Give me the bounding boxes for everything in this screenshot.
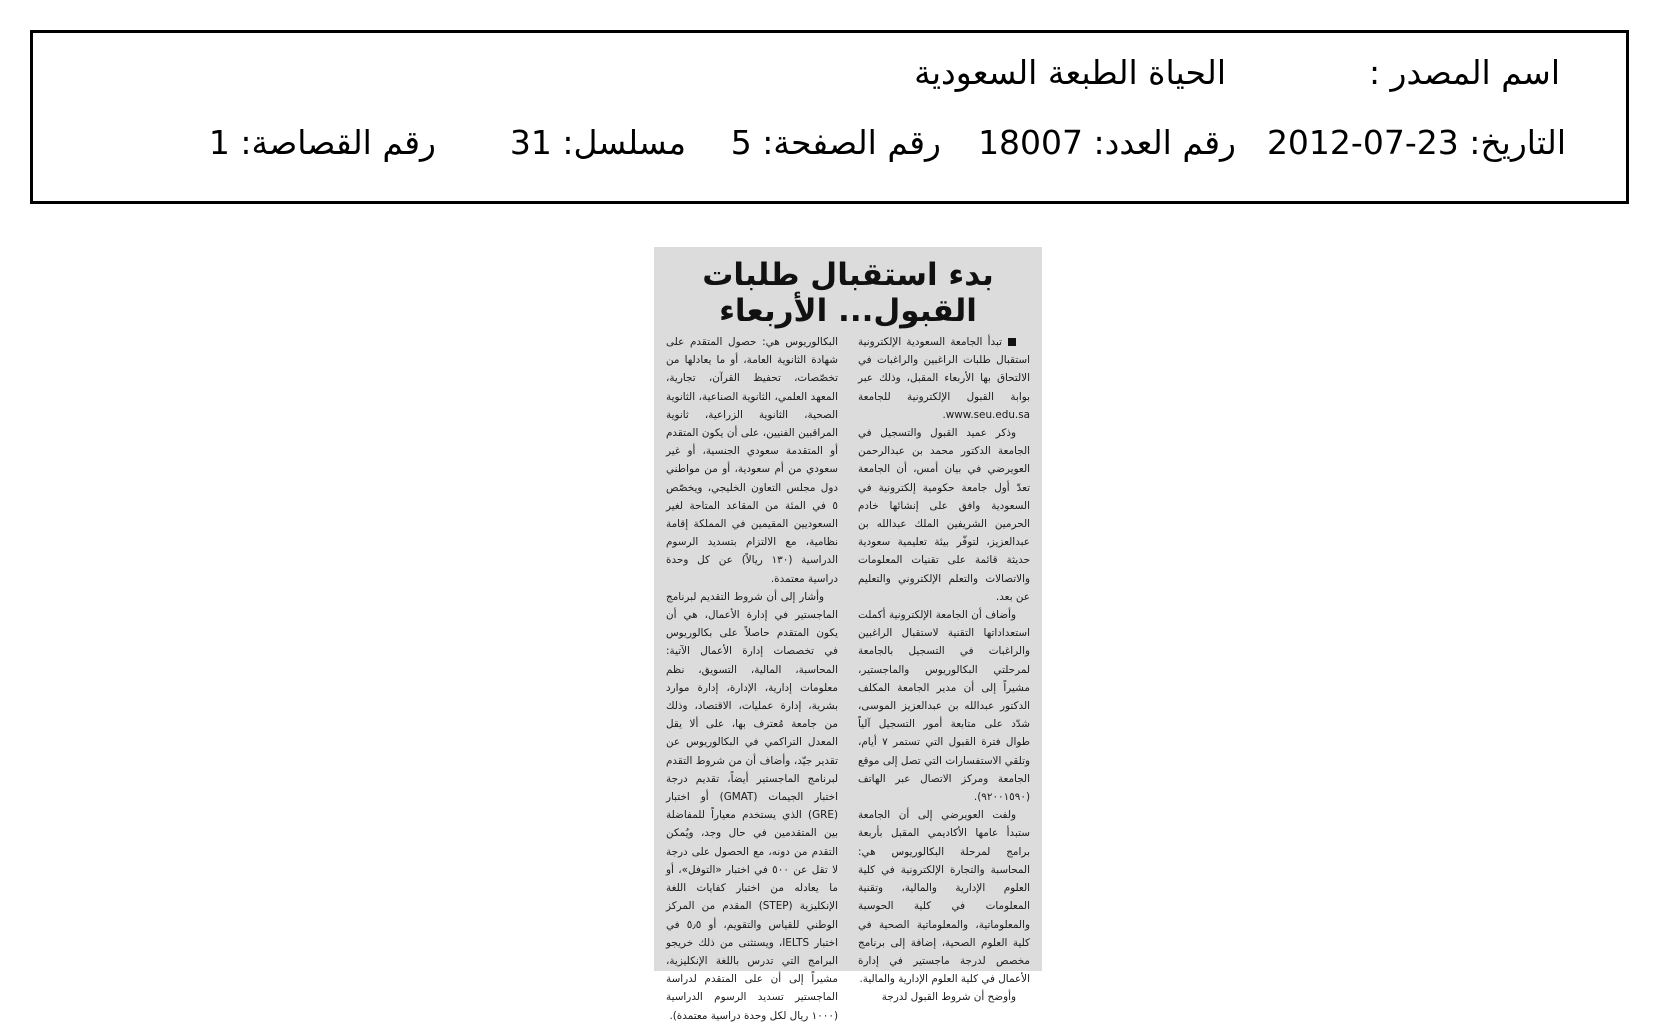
source-label: اسم المصدر : [1368,53,1560,92]
issue-value: 18007 [978,123,1084,162]
article-paragraph: ولفت العويرضي إلى أن الجامعة ستبدأ عامها الأكاديمي المقبل بأربعة برامج لمرحلة البكالوريوس هي: المحاسبة والتجارة الإلكترونية في كلية العلوم الإدارية والمالية، وتقنية المعلومات في كلية الحوسبة والمعلوماتية، والمعلوماتية الصحية في كلية العلوم الصحية، إضافة إلى برنامج مخصص لدرجة ماجستير في إدارة الأعمال في كلية العلوم الإدارية والمالية. [858,809,1030,986]
article-paragraph: وأوضح أن شروط القبول لدرجة [881,991,1016,1004]
date-value: 2012-07-23 [1266,123,1459,162]
headline-line-2: القبول... الأربعاء [719,293,977,329]
page-value: 5 [730,123,752,162]
clip-field [209,123,436,162]
issue-label: رقم العدد: [1093,123,1236,162]
clip-label: رقم القصاصة: [240,123,436,162]
article-paragraph: البكالوريوس هي: حصول المتقدم على شهادة الثانوية العامة، أو ما يعادلها من تخصّصات، تحفيظ القرآن، تجارية، المعهد العلمي، الثانوية الصناعية، الثانوية الصحية، الثانوية الزراعية، ثانوية المراقبين الفنيين، على أن يكون المتقدم أو المتقدمة سعودي الجنسية، أو غير سعودي من أم سعودية، أو من مواطني دول مجلس التعاون الخليجي، ويخصّص ٥ في المئة من المقاعد المتاحة لغير السعوديين المقيمين في المملكة إقامة نظامية، مع الالتزام بتسديد الرسوم الدراسية (١٣٠ ريالاً) عن كل وحدة دراسية معتمدة. [666,336,838,585]
article-paragraph: وأضاف أن الجامعة الإلكترونية أكملت استعداداتها التقنية لاستقبال الراغبين والراغبات في التسجيل بالجامعة لمرحلتي البكالوريوس والماجستير، مشيراً إلى أن مدير الجامعة المكلف الدكتور عبدالله بن عبدالعزيز الموسى، شدّد على متابعة أمور التسجيل آلياً طوال فترة القبول التي تستمر ٧ أيام، وتلقي الاستفسارات التي تصل إلى موقع الجامعة ومركز الاتصال عبر الهاتف (٩٢٠٠١٥٩٠). [858,609,1030,804]
article-paragraph: وذكر عميد القبول والتسجيل في الجامعة الدكتور محمد بن عبدالرحمن العويرضي في بيان أمس، أن الجامعة تعدّ أول جامعة حكومية إلكترونية في السعودية وافق على إنشائها خادم الحرمين الشريفين الملك عبدالله بن عبدالعزيز، لتوفّر بيئة تعليمية سعودية حديثة قائمة على تقنيات المعلومات والاتصالات والتعلم الإلكتروني والتعليم عن بعد. [858,427,1030,603]
newspaper-clipping [654,247,1042,1022]
date-field [1267,123,1566,162]
page-field [731,123,941,162]
serial-label: مسلسل: [562,123,686,162]
issue-field [978,123,1236,162]
source-value: الحياة الطبعة السعودية [914,53,1226,92]
serial-field [510,123,686,162]
headline-line-1: بدء استقبال طلبات [702,257,994,293]
article-column-right [858,333,1030,1004]
article-paragraph: تبدأ الجامعة السعودية الإلكترونية استقبال طلبات الراغبين والراغبات في الالتحاق بها الأربعاء المقبل، وذلك عبر بوابة القبول الإلكترونية للجامعة www.seu.edu.sa. [858,336,1030,421]
article-paragraph: وأشار إلى أن شروط التقديم لبرنامج الماجستير في إدارة الأعمال، هي أن يكون المتقدم حاصلاً على بكالوريوس في تخصصات إدارة الأعمال الآتية: المحاسبة، المالية، التسويق، نظم معلومات إدارية، الإدارة، إدارة موارد بشرية، إدارة عمليات، الاقتصاد، وذلك من جامعة مُعترف بها، على ألا يقل المعدل التراكمي في البكالوريوس عن تقدير جيّد، وأضاف أن من شروط التقدم لبرنامج الماجستير أيضاً، تقديم درجة اختبار الجيمات (GMAT) أو اختبار (GRE) الذي يستخدم معياراً للمفاضلة بين المتقدمين في حال وجد، ويُمكن التقدم من دونه، مع الحصول على درجة لا تقل عن ٥٠٠ في اختبار «التوفل»، أو ما يعادله من اختبار كفايات اللغة الإنكليزية (STEP) المقدم من المركز الوطني للقياس والتقويم، أو ٥٫٥ في اختبار IELTS، ويستثنى من ذلك خريجو البرامج التي تدرس باللغة الإنكليزية، مشيراً إلى أن على المتقدم لدراسة الماجستير تسديد الرسوم الدراسية (١٠٠٠ ريال لكل وحدة دراسية معتمدة). [666,590,839,1022]
serial-value: 31 [509,123,552,162]
clip-value: 1 [208,123,230,162]
source-info-box [30,30,1629,204]
page-label: رقم الصفحة: [762,123,941,162]
bullet-square-icon [1008,338,1016,346]
date-label: التاريخ: [1469,123,1566,162]
article-column-left [666,333,839,1022]
